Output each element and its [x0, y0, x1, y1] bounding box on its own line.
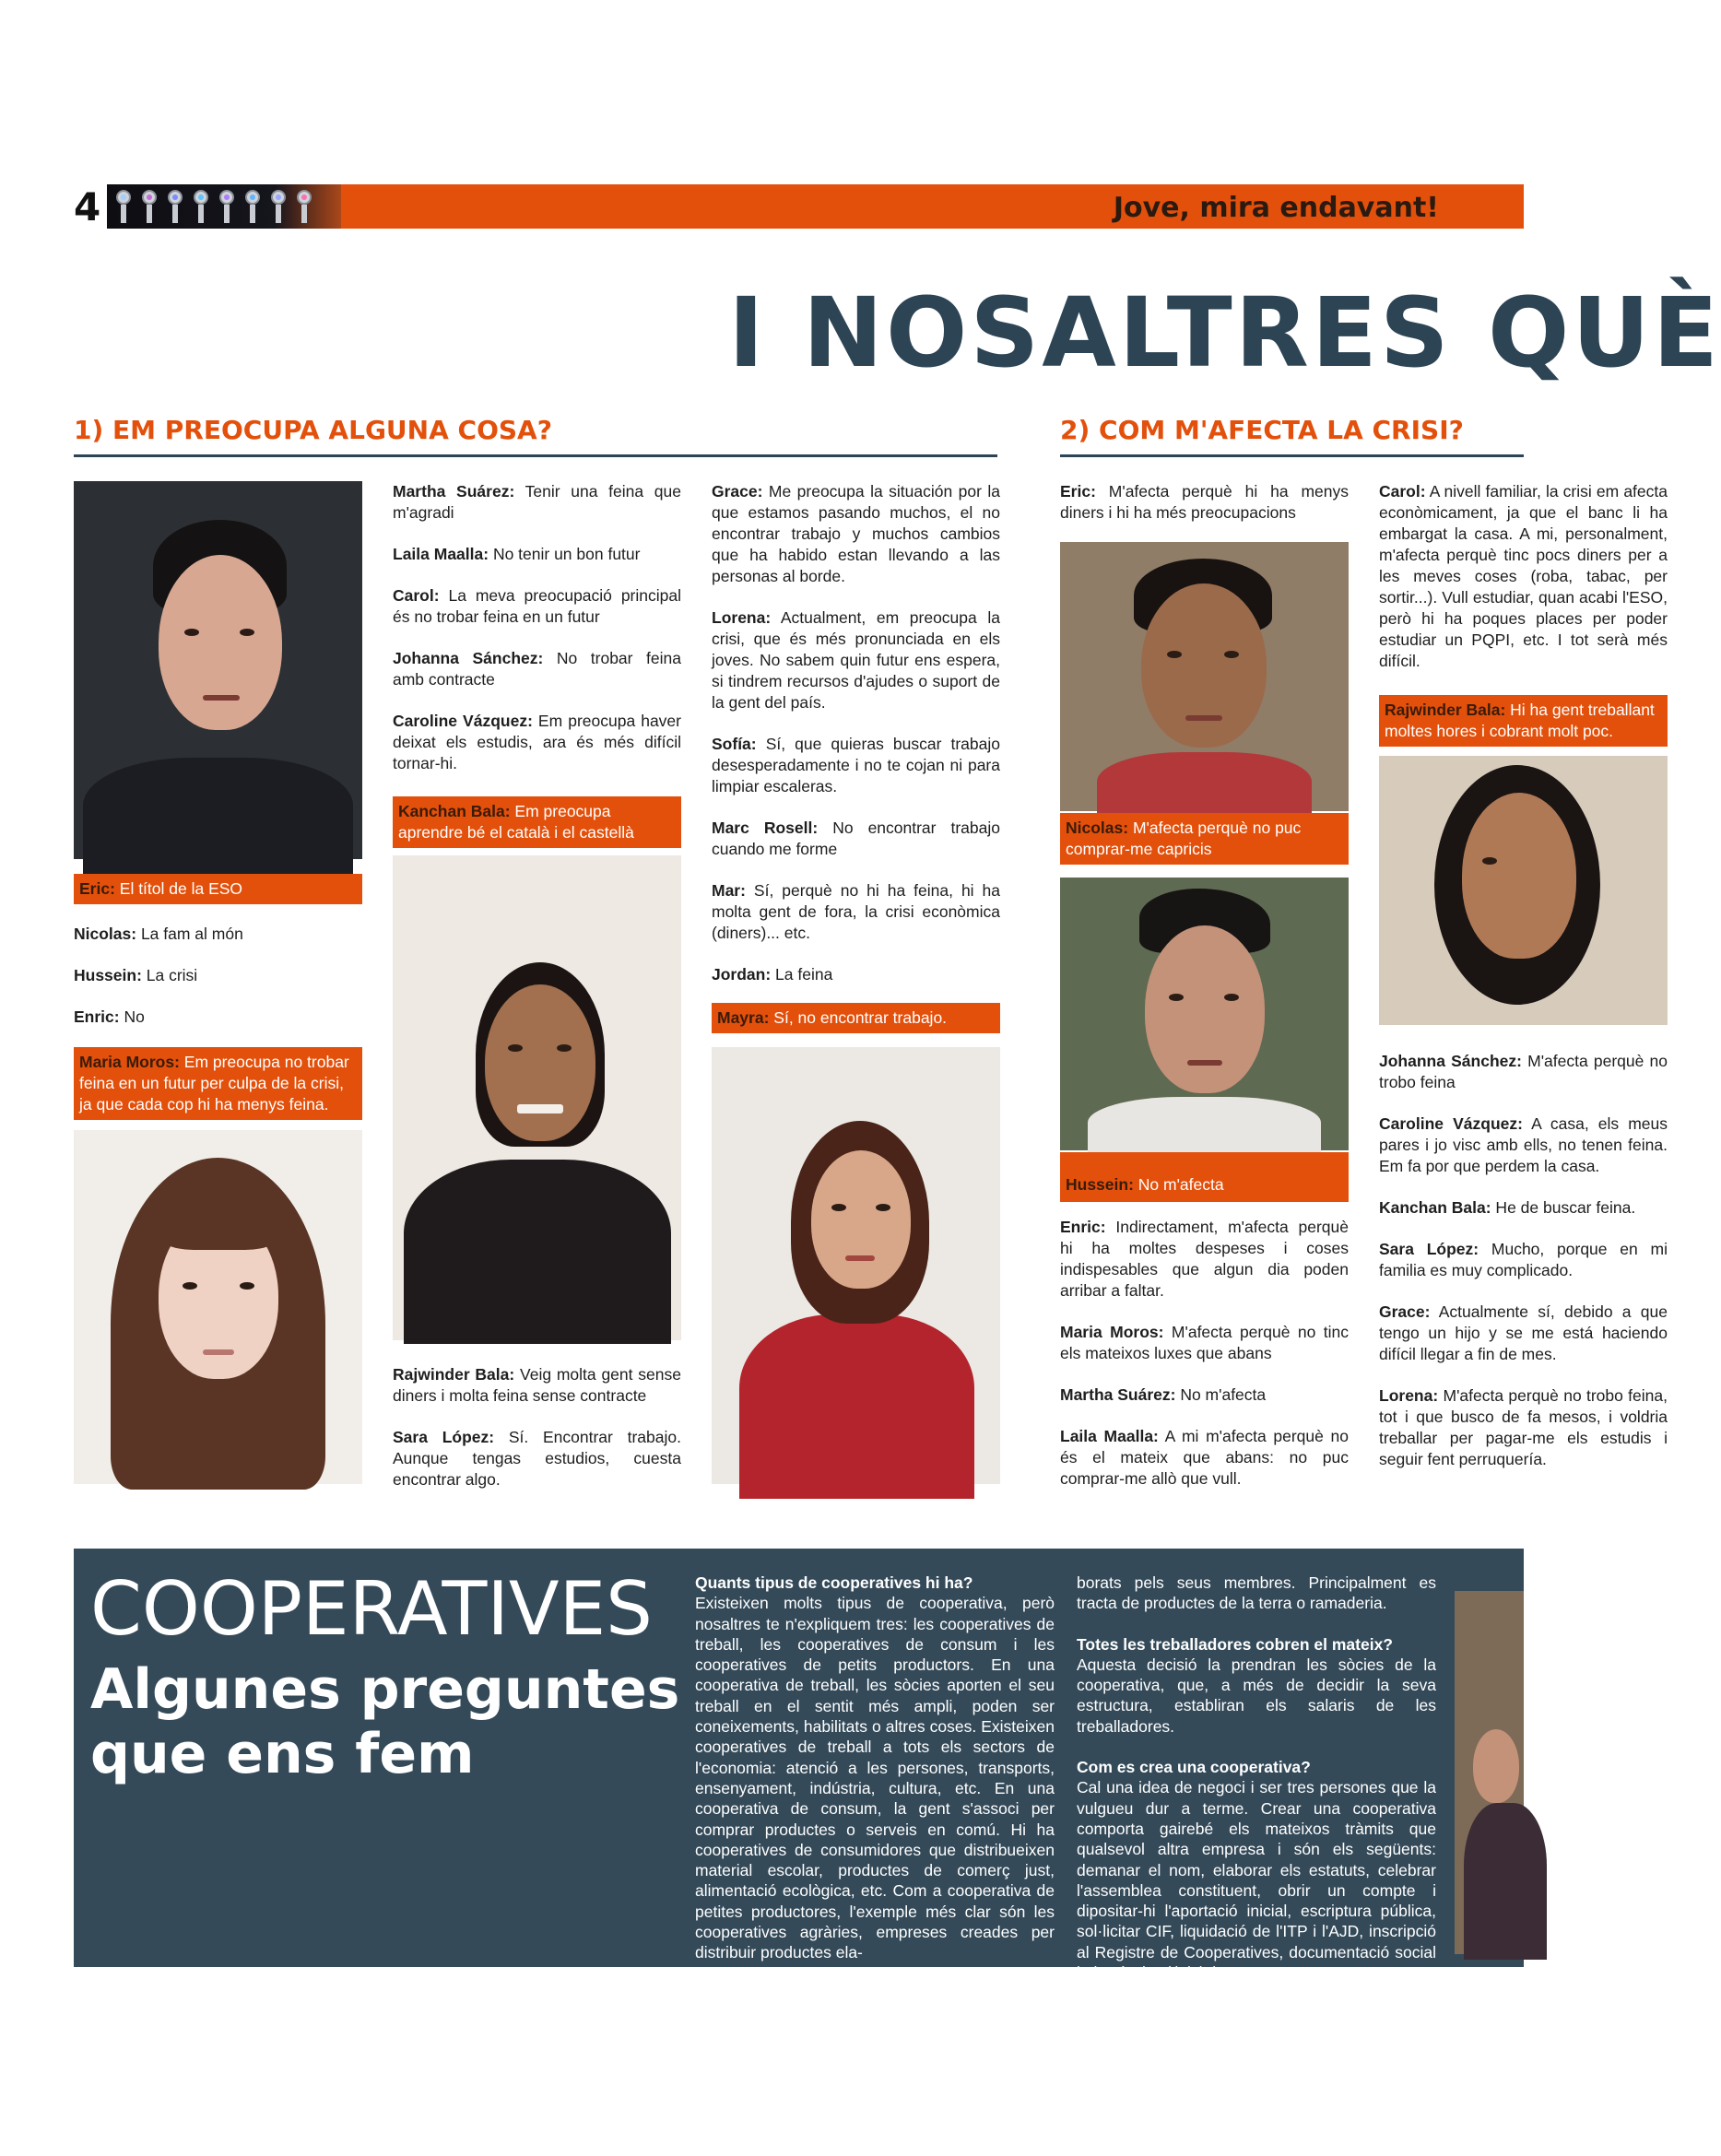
q1-title: EM PREOCUPA ALGUNA COSA? [112, 415, 552, 445]
box-mayra: Mayra: Sí, no encontrar trabajo. [712, 1003, 1000, 1033]
coop-col2 [1077, 1573, 1436, 1983]
answer: Martha Suárez: No m'afecta [1060, 1385, 1267, 1404]
keys-illustration [107, 184, 365, 229]
q1-col1-list [74, 924, 362, 1028]
answer: Laila Maalla: No tenir un bon futur [393, 545, 641, 563]
cooperatives-title: COOPERATIVES [90, 1566, 653, 1652]
answer: Marc Rosell: No encontrar trabajo cuando me forme [712, 819, 1000, 858]
answer: Mar: Sí, perquè no hi ha feina, hi ha molta gent de fora, la crisi econòmica (diners)... etc. [712, 881, 1000, 942]
photo-mayra [712, 1047, 1000, 1484]
coop-answer: Existeixen molts tipus de cooperativa, però nosaltres te n'expliquem tres: les cooperatives de treball, les cooperatives de consum i les cooperatives de petits productors. En una cooperativa de treball, les sòcies aporten el seu treball en el sentit més ampli, poden ser coneixements, habilitats o altres coses. Existeixen cooperatives de treball a tots els sectors de l'economia: atenció a les persones, transports, ensenyament, indústria, cultura, etc. En una cooperativa de consum, la gent s'associ per comprar productes o serveis en comú. Hi ha cooperatives de consumidores que distribueixen material escolar, productes de comerç just, alimentació ecològica, etc. Com a cooperativa de petites productores, l'exemple més clar són les cooperatives agràries, empreses creades per distribuir productes ela- [695, 1594, 1055, 1962]
q2-col2-clip [1379, 0, 1668, 1539]
q1-number: 1) [74, 415, 104, 445]
q1-col2-after [393, 1364, 681, 1490]
caption-name: Eric: [79, 879, 115, 898]
photo-nicolas [1060, 542, 1349, 811]
answer: Johanna Sánchez: M'afecta perquè no trobo feina [1379, 1052, 1668, 1091]
key-icon [140, 188, 159, 225]
key-icon [218, 188, 236, 225]
answer: Enric: Indirectament, m'afecta perquè hi ha moltes despeses i coses indispesables que algun dia poden arribar a faltar. [1060, 1218, 1349, 1300]
caption-eric [74, 874, 362, 904]
answer: Carol: A nivell familiar, la crisi em afecta econòmicament, ja que el banc li ha embargat la casa. A mi, personalment, m'afecta perquè tinc pocs diners per a les meves coses (roba, tabac, per sortir...). Vull estudiar, quan acabi l'ESO, però hi ha poques places per poder estudiar un PQPI, etc. I tot serà més difícil. [1379, 482, 1668, 670]
answer: Sara López: Mucho, porque en mi familia es muy complicado. [1379, 1240, 1668, 1279]
answer: Johanna Sánchez: No trobar feina amb contracte [393, 649, 681, 689]
box-rajwinder-bala: Rajwinder Bala: Hi ha gent treballant moltes hores i cobrant molt poc. [1379, 695, 1668, 747]
answer: Kanchan Bala: He de buscar feina. [1379, 1198, 1636, 1217]
answer: Lorena: M'afecta perquè no trobo feina, tot i que busco de fa mesos, i voldria treballar per pagar-me els estudis i seguir fent perruquería. [1379, 1386, 1668, 1468]
answer: Lorena: Actualment, em preocupa la crisi, que és més pronunciada en els joves. No sabem quin futur ens espera, si tindrem recursos d'ajudes o suport de la gent del país. [712, 608, 1000, 712]
cooperatives-subtitle: Algunes preguntes que ens fem [90, 1657, 680, 1786]
box-hussein: Hussein: No m'afecta [1060, 1152, 1349, 1202]
photo-maria-moros [74, 1130, 362, 1484]
q2-title: COM M'AFECTA LA CRISI? [1099, 415, 1464, 445]
coop-answer: Cal una idea de negoci i ser tres persones que la vulgueu dur a terme. Crear una cooperativa comporta gairebé els mateixos tràmits que qualsevol altra empresa i són els següents: demanar el nom, elaborar els estatuts, celebrar l'assemblea constituent, obrir un compte i dipositar-hi l'aportació inicial, escriptura pública, sol·licitar CIF, liquidació de l'ITP i l'AJD, inscripció al Registre de Cooperatives, documentació social i els tràmits d'inici de [1077, 1778, 1436, 1983]
q1-rule [74, 454, 997, 457]
key-icon [295, 188, 313, 225]
photo-kanchan-bala [393, 855, 681, 1340]
answer: Rajwinder Bala: Veig molta gent sense diners i molta feina sense contracte [393, 1365, 681, 1405]
answer: Nicolas: La fam al món [74, 925, 243, 943]
answer: Grace: Actualmente sí, debido a que tengo un hijo y se me está haciendo difícil llegar a fin de mes. [1379, 1302, 1668, 1363]
box-nicolas: Nicolas: M'afecta perquè no puc comprar-me capricis [1060, 813, 1349, 865]
cooperatives-section [74, 1549, 1524, 1983]
answer: Sofía: Sí, que quieras buscar trabajo desesperadamente i no te cojan ni para limpiar escaleras. [712, 735, 1000, 795]
coop-answer: borats pels seus membres. Principalment es tracta de productes de la terra o ramaderia. [1077, 1573, 1436, 1613]
box-kanchan-bala: Kanchan Bala: Em preocupa aprendre bé el català i el castellà [393, 796, 681, 848]
answer: Laila Maalla: A mi m'afecta perquè no és el mateix que abans: no puc comprar-me allò que vull. [1060, 1427, 1349, 1488]
answer: Maria Moros: M'afecta perquè no tinc els mateixos luxes que abans [1060, 1323, 1349, 1362]
photo-eric [74, 481, 362, 859]
answer: Martha Suárez: Tenir una feina que m'agradi [393, 482, 681, 522]
answer: Sara López: Sí. Encontrar trabajo. Aunque tengas estudios, cuesta encontrar algo. [393, 1428, 681, 1489]
q2-number: 2) [1060, 415, 1090, 445]
q2-col1-after [1060, 1217, 1349, 1490]
key-icon [114, 188, 133, 225]
photo-cooperative [1455, 1591, 1524, 1954]
section-title: Jove, mira endavant! [1113, 192, 1439, 224]
photo-rajwinder-bala [1379, 756, 1668, 1025]
q2-col2-after [1379, 1051, 1668, 1470]
answer: Enric: No [74, 1007, 145, 1026]
key-icon [192, 188, 210, 225]
page-number: 4 [74, 184, 101, 230]
q2-col2-top [1379, 481, 1668, 672]
q2-col1-top [1060, 481, 1349, 524]
key-icon [166, 188, 184, 225]
coop-col1 [695, 1573, 1055, 1963]
answer: Caroline Vázquez: Em preocupa haver deixat els estudis, ara és més difícil tornar-hi. [393, 712, 681, 772]
box-maria-moros: Maria Moros: Em preocupa no trobar feina en un futur per culpa de la crisi, ja que cada cop hi ha menys feina. [74, 1047, 362, 1120]
answer: Eric: M'afecta perquè hi ha menys diners i hi ha més preocupacions [1060, 482, 1349, 522]
answer: Caroline Vázquez: A casa, els meus pares i jo visc amb ells, no tenen feina. Em fa por que perdem la casa. [1379, 1114, 1668, 1175]
header-band [74, 184, 1524, 229]
q1-col3-list [712, 481, 1000, 985]
answer: Carol: La meva preocupació principal és no trobar feina en un futur [393, 586, 681, 626]
photo-hussein [1060, 878, 1349, 1150]
answer: Jordan: La feina [712, 965, 833, 984]
coop-question: Totes les treballadores cobren el mateix? [1077, 1634, 1393, 1654]
answer: Grace: Me preocupa la situación por la que estamos pasando muchos, el no encontrar trabajo y muchos cambios que ha habido estan llevando a las personas al borde. [712, 482, 1000, 585]
q1-col2-list [393, 481, 681, 774]
key-icon [269, 188, 288, 225]
answer: Hussein: La crisi [74, 966, 198, 984]
coop-answer: Aquesta decisió la prendran les sòcies de la cooperativa, que, a més de decidir la seva estructura, establiran els salaris de les treballadores. [1077, 1655, 1436, 1736]
key-icon [243, 188, 262, 225]
q1-heading [74, 415, 552, 445]
caption-text: El títol de la ESO [114, 879, 243, 898]
coop-question: Quants tipus de cooperatives hi ha? [695, 1573, 973, 1592]
page-headline: I NOSALTRES QUÈ [728, 277, 1721, 389]
coop-question: Com es crea una cooperativa? [1077, 1758, 1311, 1777]
